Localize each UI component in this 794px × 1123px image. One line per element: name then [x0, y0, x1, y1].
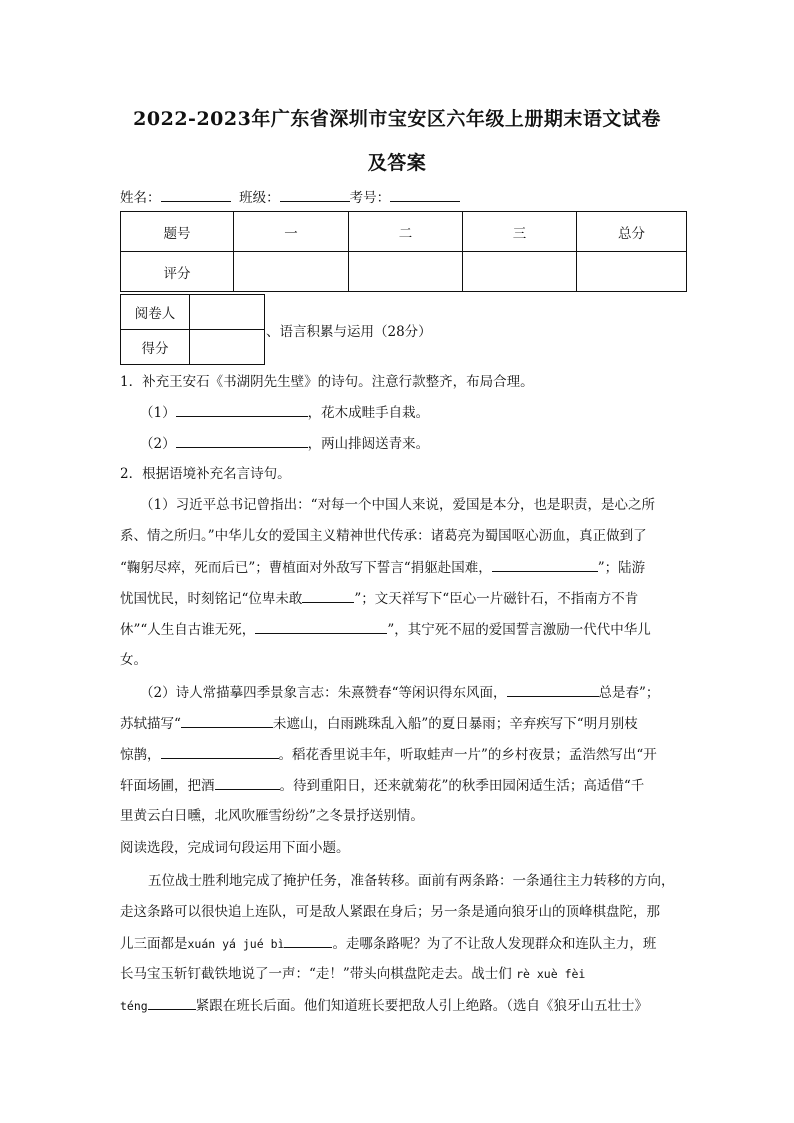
text: ”；陆游 [597, 560, 646, 576]
question-1-stem: 1．补充王安石《书湖阴先生壁》的诗句。注意行款整齐，布局合理。 [120, 374, 534, 390]
text: 休”“人生自古谁无死， [120, 622, 256, 638]
pinyin: téng [120, 999, 148, 1013]
score-header-cell: 一 [234, 212, 349, 252]
q2-p1-line [120, 588, 688, 609]
q2-p2-line [120, 713, 688, 734]
answer-blank[interactable] [255, 619, 387, 634]
exam-number-label: 考号： [349, 190, 391, 206]
q2-p1-line [120, 557, 688, 578]
reviewer-label: 阅卷人 [121, 295, 190, 330]
name-label: 姓名： [120, 190, 161, 206]
text: 忧国忧民，时刻铭记“位卑未敢 [120, 591, 303, 607]
q2-p2-line [120, 775, 688, 796]
score-cell[interactable] [349, 252, 463, 292]
item-text: ，花木成畦手自栽。 [307, 405, 430, 421]
answer-blank[interactable] [176, 433, 308, 448]
q2-p2-line [120, 744, 688, 765]
reading-line [120, 933, 688, 954]
answer-blank[interactable] [161, 744, 279, 759]
answer-blank[interactable] [507, 682, 599, 697]
text: ”；文天祥写下“臣心一片磁针石，不指南方不肯 [354, 591, 639, 607]
item-number: （1） [140, 405, 176, 421]
q2-p1-line [120, 619, 688, 640]
q2-p2-line: 里黄云白日曛，北风吹雁雪纷纷”之冬景抒送别情。 [120, 808, 424, 824]
text: （2）诗人常描摹四季景象言志：朱熹赞春“等闲识得东风面， [140, 685, 507, 701]
grader-table-right-border [264, 294, 265, 364]
item-number: （2） [140, 436, 176, 452]
item-text: ，两山排闼送青来。 [307, 436, 430, 452]
text: 惊鹊， [120, 747, 161, 763]
text: 。走哪条路呢？为了不让敌人发现群众和连队主力，班 [332, 936, 657, 952]
class-blank[interactable] [280, 188, 350, 202]
grader-score-cell[interactable] [190, 330, 266, 365]
answer-blank[interactable] [181, 713, 273, 728]
answer-blank[interactable] [215, 775, 280, 790]
reading-line [120, 995, 688, 1016]
text: 苏轼描写“ [120, 716, 181, 732]
text: 未遮山，白雨跳珠乱入船”的夏日暴雨；辛弃疾写下“明月别枝 [272, 716, 638, 732]
name-blank[interactable] [161, 188, 231, 202]
score-header-cell: 题号 [121, 212, 234, 252]
score-table-header-row [121, 212, 687, 252]
text: 轩面场圃，把酒 [120, 778, 215, 794]
pinyin: xuán yá jué bì [187, 937, 285, 951]
answer-blank[interactable] [492, 557, 598, 572]
reading-intro: 阅读选段，完成词句段运用下面小题。 [120, 840, 350, 856]
answer-blank[interactable] [302, 588, 354, 603]
score-table [120, 211, 687, 292]
q2-p1-line: （1）习近平总书记曾指出：“对每一个中国人来说，爱国是本分，也是职责，是心之所 [140, 497, 655, 513]
student-info [120, 186, 460, 206]
q2-p2-line [140, 682, 708, 703]
reviewer-cell[interactable] [190, 295, 266, 330]
text: 。待到重阳日，还来就菊花”的秋季田园闲适生活；高适借“千 [279, 778, 645, 794]
exam-title-continued: 及答案 [367, 152, 427, 174]
score-row-label: 评分 [121, 252, 234, 292]
question-2-stem: 2．根据语境补充名言诗句。 [120, 466, 291, 482]
score-table-score-row [121, 252, 687, 292]
q2-p1-line: 女。 [120, 652, 147, 668]
answer-blank[interactable] [284, 933, 332, 948]
reading-line: 五位战士胜利地完成了掩护任务，准备转移。面前有两条路：一条通往主力转移的方向， [148, 873, 675, 889]
pinyin: rè xuè fèi [516, 967, 586, 981]
answer-blank[interactable] [148, 995, 196, 1010]
answer-blank[interactable] [176, 402, 308, 417]
reading-line: 走这条路可以很快追上连队，可是敌人紧跟在身后；另一条是通向狼牙山的顶峰棋盘陀，那 [120, 904, 660, 920]
text: 长马宝玉斩钉截铁地说了一声：“走！”带头向棋盘陀走去。战士们 [120, 966, 512, 982]
text: 。稻花香里说丰年，听取蛙声一片”的乡村夜景；孟浩然写出“开 [278, 747, 657, 763]
score-cell[interactable] [463, 252, 577, 292]
text: “鞠躬尽瘁，死而后已”；曹植面对外敌写下誓言“捐躯赴国难， [120, 560, 492, 576]
class-label: 班级： [239, 190, 280, 206]
exam-number-blank[interactable] [390, 188, 460, 202]
grader-score-label: 得分 [121, 330, 190, 365]
score-cell[interactable] [577, 252, 687, 292]
section-heading: 、语言积累与运用（28分） [266, 324, 432, 340]
text: ”，其宁死不屈的爱国誓言激励一代代中华儿 [387, 622, 651, 638]
question-1-item-2 [140, 433, 708, 454]
text: 总是春”； [598, 685, 660, 701]
grader-table [120, 294, 265, 365]
question-1-item-1 [140, 402, 708, 423]
text: 儿三面都是 [120, 936, 188, 952]
score-header-cell: 二 [349, 212, 463, 252]
reading-line [120, 964, 688, 984]
score-header-cell: 总分 [577, 212, 687, 252]
q2-p1-line: 系、情之所归。”中华儿女的爱国主义精神世代传承：诸葛亮为蜀国呕心沥血，真正做到了 [120, 528, 647, 544]
exam-title: 2022-2023年广东省深圳市宝安区六年级上册期末语文试卷 [133, 108, 661, 130]
score-cell[interactable] [234, 252, 349, 292]
text: 紧跟在班长后面。他们知道班长要把敌人引上绝路。（选自《狼牙山五壮士》 [195, 998, 648, 1014]
score-header-cell: 三 [463, 212, 577, 252]
